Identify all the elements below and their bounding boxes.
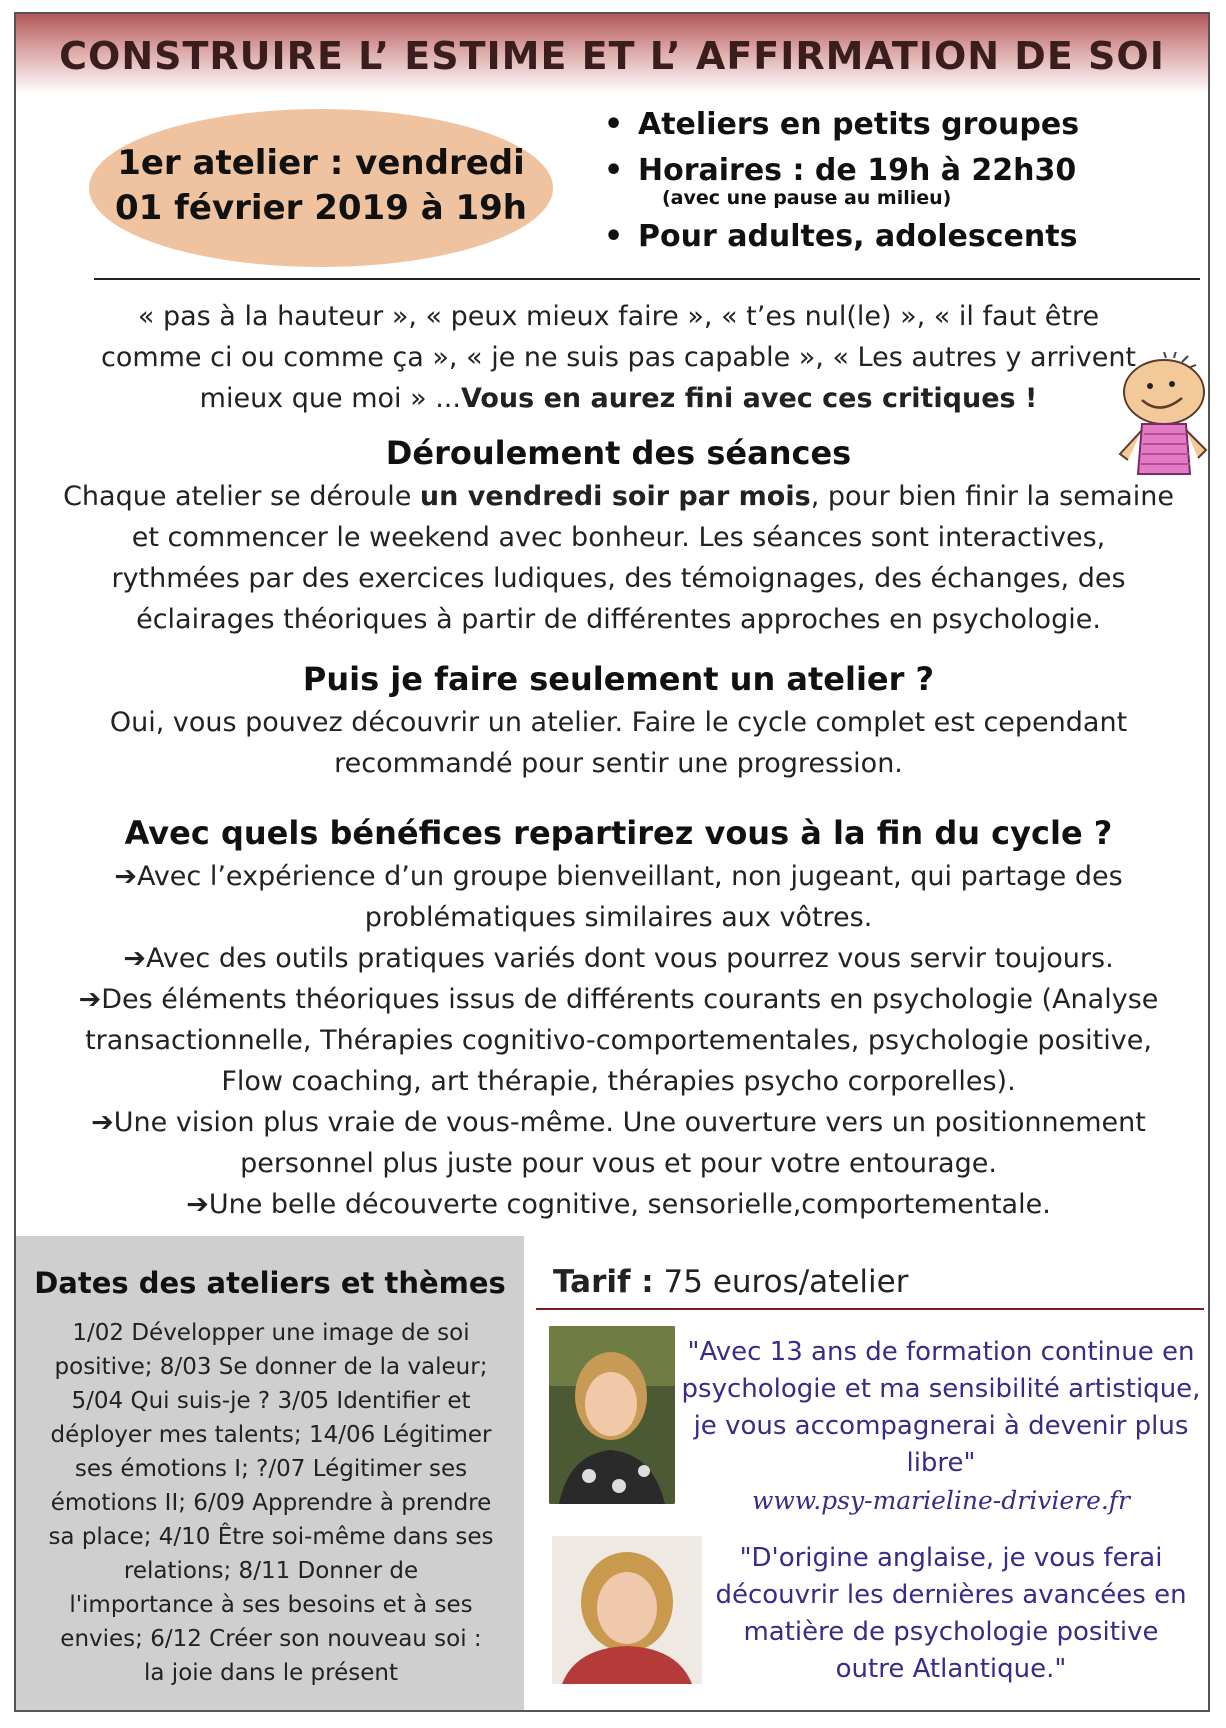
heading-deroulement: Déroulement des séances <box>385 434 852 472</box>
oval-line-2: 01 février 2019 à 19h <box>114 188 528 228</box>
arrow-right-icon: ➔ <box>123 943 146 974</box>
quote-1-line: psychologie et ma sensibilité artistique, <box>681 1374 1201 1404</box>
dates-line: déployer mes talents; 14/06 Légitimer <box>50 1422 492 1448</box>
bullet-hours-text: Horaires : de 19h à 22h30 <box>638 153 1077 188</box>
quotes-line-2: comme ci ou comme ça », « je ne suis pas capable », « Les autres y arrivent <box>100 342 1137 373</box>
price <box>553 1264 908 1300</box>
benefit-5: Une belle découverte cognitive, sensorielle,comportementale. <box>208 1189 1051 1220</box>
quote-2-line: découvrir les dernières avancées en <box>715 1580 1187 1610</box>
price-value: 75 euros/atelier <box>653 1264 909 1300</box>
info-bullets <box>604 102 1124 260</box>
deroulement-line-1-c: , pour bien finir la semaine <box>810 481 1174 512</box>
bullet-dot-icon: • <box>604 107 624 142</box>
dates-line: émotions II; 6/09 Apprendre à prendre <box>50 1490 492 1516</box>
divider-top <box>94 278 1200 280</box>
presenter-1-quote <box>681 1334 1201 1482</box>
deroulement-line-2: et commencer le weekend avec bonheur. Les séances sont interactives, <box>131 522 1106 553</box>
benefit-3-line-1: Des éléments théoriques issus de différents courants en psychologie (Analyse <box>101 984 1159 1015</box>
deroulement-line-1 <box>61 476 1176 517</box>
divider-price <box>536 1308 1204 1310</box>
bullet-groups <box>604 102 1124 148</box>
puis-line-2: recommandé pour sentir une progression. <box>334 748 903 779</box>
arrow-right-icon: ➔ <box>91 1107 114 1138</box>
dates-line: l'importance à ses besoins et à ses <box>69 1592 473 1618</box>
arrow-right-icon: ➔ <box>78 984 102 1015</box>
arrow-right-icon: ➔ <box>114 861 137 892</box>
benefit-item <box>61 1184 1176 1225</box>
quote-1-line: je vous accompagnerai à devenir plus <box>693 1411 1189 1441</box>
puis-line-1: Oui, vous pouvez découvrir un atelier. Faire le cycle complet est cependant <box>109 707 1128 738</box>
dates-line: la joie dans le présent <box>144 1660 398 1686</box>
dates-line: 5/04 Qui suis-je ? 3/05 Identifier et <box>71 1388 471 1414</box>
deroulement-line-4: éclairages théoriques à partir de différentes approches en psychologie. <box>136 604 1101 635</box>
quotes-line-1: « pas à la hauteur », « peux mieux faire », « t’es nul(le) », « il faut être <box>137 301 1100 332</box>
quotes-line-3-bold: Vous en aurez fini avec ces critiques ! <box>460 383 1038 414</box>
website-link[interactable]: www.psy-marieline-driviere.fr <box>751 1486 1131 1515</box>
benefit-1-line-1: Avec l’expérience d’un groupe bienveillant, non jugeant, qui partage des <box>136 861 1123 892</box>
deroulement-line-3: rythmées par des exercices ludiques, des témoignages, des échanges, des <box>111 563 1126 594</box>
bullet-hours-note: (avec une pause au milieu) <box>662 187 952 209</box>
dates-line: sa place; 4/10 Être soi-même dans ses <box>48 1524 494 1550</box>
quote-2-line: "D'origine anglaise, je vous ferai <box>739 1543 1163 1573</box>
heading-benefices: Avec quels bénéfices repartirez vous à la fin du cycle ? <box>124 814 1113 852</box>
flyer-page <box>14 12 1210 1712</box>
benefit-item <box>61 1102 1176 1143</box>
heading-puis: Puis je faire seulement un atelier ? <box>302 660 935 698</box>
criticism-quotes <box>61 296 1176 419</box>
dates-line: envies; 6/12 Créer son nouveau soi : <box>60 1626 482 1652</box>
price-label: Tarif : <box>553 1264 654 1300</box>
dates-list <box>46 1316 496 1690</box>
deroulement-line-1-bold: un vendredi soir par mois <box>419 481 811 512</box>
benefit-item <box>61 938 1176 979</box>
quote-1-line: "Avec 13 ans de formation continue en <box>687 1337 1195 1367</box>
deroulement-line-1-a: Chaque atelier se déroule <box>63 481 420 512</box>
dates-line: 1/02 Développer une image de soi <box>72 1320 470 1346</box>
bullet-hours <box>604 148 1124 194</box>
dates-line: positive; 8/03 Se donner de la valeur; <box>54 1354 488 1380</box>
bullet-groups-text: Ateliers en petits groupes <box>638 107 1080 142</box>
benefit-2: Avec des outils pratiques variés dont vous pourrez vous servir toujours. <box>145 943 1114 974</box>
benefit-3-line-2: transactionnelle, Thérapies cognitivo-comportementales, psychologie positive, <box>85 1025 1152 1056</box>
benefit-1-line-2: problématiques similaires aux vôtres. <box>364 902 873 933</box>
quote-1-line: libre" <box>906 1448 976 1478</box>
benefit-item <box>61 979 1176 1020</box>
puis-text <box>61 702 1176 784</box>
deroulement-text <box>61 476 1176 640</box>
benefit-3-line-3: Flow coaching, art thérapie, thérapies psycho corporelles). <box>221 1066 1016 1097</box>
bullet-dot-icon: • <box>604 153 624 188</box>
page-title: CONSTRUIRE L’ ESTIME ET L’ AFFIRMATION DE SOI <box>59 34 1165 78</box>
benefices-list <box>61 856 1176 1225</box>
dates-line: relations; 8/11 Donner de <box>123 1558 419 1584</box>
oval-line-1: 1er atelier : vendredi <box>117 143 525 183</box>
first-workshop-date <box>89 141 553 231</box>
presenter-1-photo <box>549 1326 675 1504</box>
presenter-2-quote <box>701 1540 1201 1688</box>
benefit-4-line-1: Une vision plus vraie de vous-même. Une ouverture vers un positionnement <box>113 1107 1146 1138</box>
quotes-line-3 <box>61 378 1176 419</box>
benefit-4-line-2: personnel plus juste pour vous et pour votre entourage. <box>240 1148 997 1179</box>
quote-2-line: matière de psychologie positive <box>743 1617 1159 1647</box>
dates-line: ses émotions I; ?/07 Légitimer ses <box>74 1456 468 1482</box>
arrow-right-icon: ➔ <box>186 1189 209 1220</box>
bullet-audience-text: Pour adultes, adolescents <box>638 219 1078 254</box>
dates-title: Dates des ateliers et thèmes <box>34 1266 506 1300</box>
bullet-dot-icon: • <box>604 219 624 254</box>
presenter-2-photo <box>552 1536 702 1684</box>
quote-2-line: outre Atlantique." <box>835 1654 1067 1684</box>
bullet-audience <box>604 214 1124 260</box>
quotes-line-3-plain: mieux que moi » ... <box>199 383 461 414</box>
benefit-item <box>61 856 1176 897</box>
